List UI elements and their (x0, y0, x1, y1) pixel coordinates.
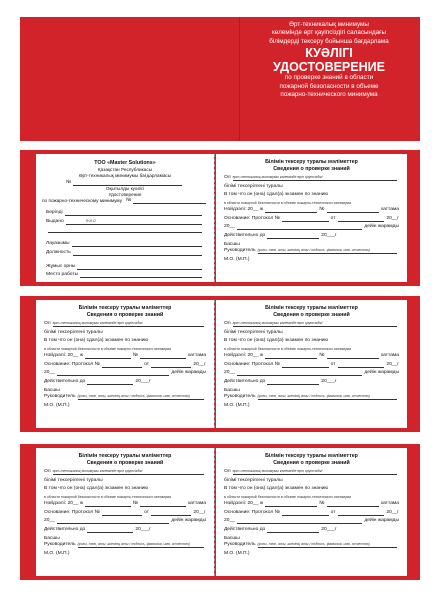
protocol-no-field[interactable] (327, 501, 379, 507)
cert-no-field[interactable] (133, 198, 206, 204)
valid-kz-field[interactable] (57, 518, 169, 524)
year-end: 20__ (224, 370, 235, 376)
from-label: Ол (44, 469, 51, 475)
date-label: Нойдзәлі: 20__ ж (44, 501, 83, 507)
protocol-field[interactable] (282, 216, 329, 222)
check-title-kz: Білімін тексеру туралы мәліметтер (78, 453, 172, 459)
from-label: Ол (224, 469, 231, 475)
date-field[interactable] (85, 501, 131, 507)
protocol-label: Основание: Протокол № (44, 509, 100, 515)
valid-label: Действительно до (224, 378, 266, 384)
protocol-no-field[interactable] (140, 353, 186, 359)
head-kz: Басшы (224, 535, 240, 541)
org-sub2: Өрт-техникалық минимумы бағдарламасы (78, 172, 172, 178)
issued-field-3[interactable] (48, 227, 202, 233)
ot-label: от (144, 509, 150, 515)
ot-label: от (330, 215, 336, 221)
cover-kz-title: КУӘЛІГІ (305, 46, 353, 61)
check-title-ru: Сведения о проверке знаний (86, 311, 164, 318)
valid-ru-field[interactable] (267, 379, 319, 385)
no-label: № (319, 353, 325, 359)
from-field[interactable] (233, 469, 397, 475)
ot-label: от (330, 509, 336, 515)
cover-ru-line1: по проверке знаний в области (284, 74, 374, 82)
from-hint: өрт-техникалық минимумы көлемінде өрт қауіпсіздігі (232, 469, 323, 474)
date-label: Нойдзәлі: 20__ ж (224, 353, 263, 359)
no-label: № (66, 179, 72, 185)
from-field[interactable] (233, 321, 397, 327)
date-field[interactable] (265, 501, 317, 507)
line2: білімі тексерілгені туралы (44, 477, 103, 483)
mp-label: М.О. (М.П.) (224, 402, 250, 408)
protocol-suffix: хаттама (380, 207, 400, 213)
year-end: 20__ (224, 224, 235, 230)
cover-title-block (240, 21, 418, 99)
line4: в области пожарной безопасности в объеме пожарно-технического минимума (44, 494, 172, 499)
position-field-1[interactable] (72, 241, 202, 247)
head-kz: Басшы (44, 535, 60, 541)
no-label: № (319, 501, 325, 507)
line3: В том что он (она) сдал(а) экзамен по знанию (224, 486, 329, 492)
no-label-2: № (126, 197, 132, 203)
line2: білімі тексерілгені туралы (224, 329, 283, 335)
sign-field[interactable] (78, 542, 204, 548)
sign-hint: (қолы, тегі, аты, әкесінің аты / подпись, фамилия, имя, отчество) (77, 542, 190, 547)
position-ru: Должность (46, 249, 71, 255)
workplace-field-1[interactable] (77, 264, 202, 270)
spread-1 (20, 150, 420, 286)
issued-kz: Берілді (46, 210, 63, 215)
mp-label: М.О. (М.П.) (44, 550, 70, 556)
head-ru: Руководитель (224, 248, 256, 254)
workplace-field-2[interactable] (80, 272, 202, 278)
spread-2 (20, 296, 420, 432)
from-hint: өрт-техникалық минимумы көлемінде өрт қауіпсіздігі (232, 175, 323, 180)
line2: білімі тексерілгені туралы (224, 477, 283, 483)
cover-ru-title: УДОСТОВЕРЕНИЕ (273, 60, 385, 75)
protocol-label: Основание: Протокол № (224, 215, 280, 221)
date-field[interactable] (265, 353, 317, 359)
org-name: ТОО «Master Solutions» (94, 160, 156, 166)
mp-label: М.О. (М.П.) (224, 550, 250, 556)
year-short: 20___г (321, 378, 337, 384)
org-sub1: Қазақстан Республикасы (97, 166, 153, 172)
check-page-4 (36, 448, 214, 576)
mp-label: М.О. (М.П.) (224, 256, 250, 262)
valid-kz-field[interactable] (237, 224, 362, 230)
from-label: Ол (224, 175, 231, 181)
check-title-ru: Сведения о проверке знаний (273, 165, 350, 172)
sign-hint: (қолы, тегі, аты, әкесінің аты / подпись, фамилия, имя, отчество) (257, 394, 370, 399)
check-page-1 (216, 154, 407, 282)
check-title-kz: Білімін тексеру туралы мәліметтер (78, 305, 172, 311)
check-title-kz: Білімін тексеру туралы мәліметтер (265, 305, 358, 311)
no-field[interactable] (73, 180, 182, 186)
from-field[interactable] (53, 321, 204, 327)
cover-kz-line1: Өрт-техникалық минимумы (289, 21, 369, 28)
ot-field[interactable] (151, 510, 191, 516)
protocol-field[interactable] (282, 362, 329, 368)
sign-field[interactable] (258, 248, 397, 254)
workplace-ru: Место работы (46, 272, 79, 278)
sign-hint: (қолы, тегі, аты, әкесінің аты / подпись, фамилия, имя, отчество) (257, 248, 370, 253)
valid-ru-field[interactable] (267, 527, 319, 533)
from-hint: өрт-техникалық минимумы көлемінде өрт қауіпсіздігі (52, 469, 143, 474)
ot-field[interactable] (151, 362, 191, 368)
check-title-kz: Білімін тексеру туралы мәліметтер (265, 159, 358, 165)
protocol-suffix: хаттама (380, 353, 400, 359)
protocol-field[interactable] (282, 510, 329, 516)
position-kz: Лауазымы (46, 241, 70, 246)
protocol-suffix: хаттама (187, 353, 207, 359)
valid-kz-field[interactable] (237, 370, 362, 376)
head-kz: Басшы (44, 387, 60, 393)
ot-label: от (330, 361, 336, 367)
from-field[interactable] (233, 175, 397, 181)
year-short: 20___г (135, 526, 151, 532)
spread-3 (20, 444, 420, 580)
from-hint: өрт-техникалық минимумы көлемінде өрт қауіпсіздігі (232, 321, 323, 326)
protocol-label: Основание: Протокол № (44, 361, 100, 367)
mp-label: М.О. (М.П.) (44, 402, 70, 408)
line4: в области пожарной безопасности в объеме пожарно-технического минимума (44, 346, 172, 351)
year-label: 20__г (386, 361, 400, 367)
issued-field-1[interactable] (65, 210, 202, 216)
sign-field[interactable] (258, 394, 397, 400)
year-label: 20__г (193, 509, 207, 515)
ot-field[interactable] (338, 510, 385, 516)
check-title-kz: Білімін тексеру туралы мәліметтер (265, 453, 358, 459)
protocol-no-field[interactable] (327, 353, 379, 359)
year-short: 20___г (321, 232, 337, 238)
check-page-2 (36, 300, 214, 428)
cover-kz-line2: көлемінде өрт қауіпсіздігі саласындағы (272, 29, 386, 37)
line2: білімі тексерілгені туралы (44, 329, 103, 335)
cert-label: Удостоверение (108, 191, 142, 197)
date-label: Нойдзәлі: 20__ ж (44, 353, 83, 359)
valid-kz-field[interactable] (57, 370, 169, 376)
valid-kz-field[interactable] (237, 518, 362, 524)
year-label: 20__г (386, 215, 400, 221)
line4: в области пожарной безопасности в объеме пожарно-технического минимума (224, 494, 352, 499)
issued-ru: Выдано (46, 218, 64, 224)
from-label: Ол (224, 321, 231, 327)
year-short: 20___г (321, 526, 337, 532)
cover-kz-line3: білімдерді тексеру бойынша бағдарлама (269, 37, 389, 45)
protocol-label: Основание: Протокол № (224, 361, 280, 367)
protocol-suffix: хаттама (380, 501, 400, 507)
from-field[interactable] (53, 469, 204, 475)
protocol-suffix: хаттама (187, 501, 207, 507)
workplace-kz: Жұмыс орны (46, 263, 76, 269)
protocol-no-field[interactable] (327, 207, 379, 213)
head-ru: Руководитель (224, 394, 256, 400)
line3: В том что он (она) сдал(а) экзамен по знанию (44, 338, 149, 344)
valid-label: Действительно до (224, 526, 266, 532)
year-label: 20__г (193, 361, 207, 367)
head-kz: Басшы (224, 241, 240, 247)
protocol-field[interactable] (102, 362, 142, 368)
position-field-2[interactable] (73, 250, 202, 256)
check-title-ru: Сведения о проверке знаний (86, 459, 164, 466)
day-label: дейін жарамды (171, 518, 206, 524)
year-end: 20__ (224, 518, 235, 524)
head-kz: Басшы (224, 387, 240, 393)
valid-ru-field[interactable] (87, 379, 133, 385)
cert-line: по пожарно-техническому минимуму (42, 198, 123, 203)
cover-ru-line3: пожарно-технического минимума (280, 91, 378, 99)
head-ru: Руководитель (44, 542, 76, 548)
no-label: № (132, 353, 138, 359)
year-end: 20__ (44, 518, 55, 524)
from-label: Ол (44, 321, 51, 327)
issued-field-2[interactable] (66, 219, 202, 225)
line4: в области пожарной безопасности в объеме пожарно-технического минимума (224, 200, 352, 205)
check-page-5 (216, 448, 407, 576)
day-label: дейін жарамды (364, 224, 399, 230)
ot-field[interactable] (338, 362, 385, 368)
line3: В том что он (она) сдал(а) экзамен по знанию (44, 486, 149, 492)
check-page-3 (216, 300, 407, 428)
date-label: Нойдзәлі: 20__ ж (224, 501, 263, 507)
line3: В том что он (она) сдал(а) экзамен по знанию (224, 192, 329, 198)
year-end: 20__ (44, 370, 55, 376)
day-label: дейін жарамды (364, 370, 399, 376)
protocol-label: Основание: Протокол № (224, 509, 280, 515)
check-title-ru: Сведения о проверке знаний (273, 459, 350, 466)
issued-label: Оқытылды куәлігі (105, 185, 145, 191)
date-field[interactable] (265, 207, 317, 213)
day-label: дейін жарамды (171, 370, 206, 376)
valid-ru-field[interactable] (267, 233, 319, 239)
id-page (36, 154, 214, 282)
no-label: № (132, 501, 138, 507)
from-hint: өрт-техникалық минимумы көлемінде өрт қауіпсіздігі (52, 321, 143, 326)
sign-field[interactable] (258, 542, 397, 548)
valid-label: Действительно до (224, 232, 266, 238)
no-label: № (319, 207, 325, 213)
protocol-field[interactable] (102, 510, 142, 516)
cover-spread (20, 17, 420, 141)
sign-hint: (қолы, тегі, аты, әкесінің аты / подпись, фамилия, имя, отчество) (257, 542, 370, 547)
line3: В том что он (она) сдал(а) экзамен по знанию (224, 338, 329, 344)
line2: білімі тексерілгені туралы (224, 183, 283, 189)
line4: в области пожарной безопасности в объеме пожарно-технического минимума (224, 346, 352, 351)
date-label: Нойдзәлі: 20__ ж (224, 207, 263, 213)
check-title-ru: Сведения о проверке знаний (273, 311, 350, 318)
cover-ru-line2: пожарной безопасности в объеме (279, 82, 379, 90)
date-field[interactable] (85, 353, 131, 359)
head-ru: Руководитель (44, 394, 76, 400)
fio-hint: Ф.И.О (85, 218, 96, 223)
valid-label: Действительно до (44, 378, 86, 384)
valid-ru-field[interactable] (87, 527, 133, 533)
ot-label: от (144, 361, 150, 367)
protocol-no-field[interactable] (140, 501, 186, 507)
year-label: 20__г (386, 509, 400, 515)
valid-label: Действительно до (44, 526, 86, 532)
ot-field[interactable] (338, 216, 385, 222)
head-ru: Руководитель (224, 542, 256, 548)
day-label: дейін жарамды (364, 518, 399, 524)
sign-field[interactable] (78, 394, 204, 400)
year-short: 20___г (135, 378, 151, 384)
sign-hint: (қолы, тегі, аты, әкесінің аты / подпись, фамилия, имя, отчество) (77, 394, 190, 399)
